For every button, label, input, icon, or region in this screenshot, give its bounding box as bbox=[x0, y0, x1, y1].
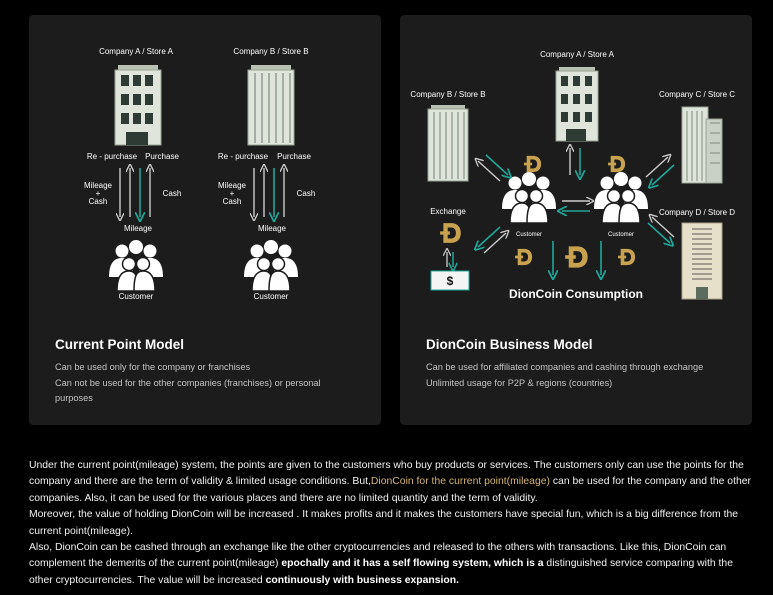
store-b-label: Company B / Store B bbox=[410, 90, 486, 99]
store-c-building-icon bbox=[682, 107, 722, 183]
dioncoin-business-model-diagram bbox=[400, 15, 752, 315]
dioncoin-icon bbox=[618, 249, 635, 265]
customer-group-icon bbox=[502, 172, 556, 223]
customer-group-icon bbox=[109, 240, 163, 291]
description-line: Unlimited usage for P2P & regions (countries) bbox=[426, 377, 613, 388]
store-c-label: Company C / Store C bbox=[658, 90, 736, 99]
mileage-label-b: Mileage bbox=[257, 224, 287, 233]
mileage-cash-label-b3: Cash bbox=[222, 197, 242, 206]
store-a-label: Company A / Store A bbox=[540, 50, 614, 59]
mileage-cash-label-a3: Cash bbox=[88, 197, 108, 206]
mileage-cash-label-a1: Mileage bbox=[83, 181, 113, 190]
arrow-exchange-white bbox=[484, 233, 506, 253]
purchase-label-b: Purchase bbox=[277, 152, 311, 161]
store-a-building-icon bbox=[115, 65, 161, 145]
article-body bbox=[29, 458, 757, 589]
customer-label-a: Customer bbox=[118, 292, 154, 301]
dioncoin-icon bbox=[515, 249, 532, 265]
customer-label-1: Customer bbox=[515, 232, 543, 238]
dioncoin-icon bbox=[440, 223, 461, 243]
current-point-model-description bbox=[55, 360, 355, 407]
dioncoin-consumption-label: DionCoin Consumption bbox=[509, 287, 643, 301]
dioncoin-business-model-title: DionCoin Business Model bbox=[426, 337, 593, 352]
description-line: Can be used for affiliated companies and cashing through exchange bbox=[426, 362, 704, 372]
customer-group-icon bbox=[594, 172, 648, 223]
repurchase-label-a: Re - purchase bbox=[86, 152, 138, 161]
store-a-label: Company A / Store A bbox=[99, 47, 173, 56]
cash-label-a: Cash bbox=[162, 189, 182, 198]
cash-label-b: Cash bbox=[296, 189, 316, 198]
article-paragraph-1: Under the current point(mileage) system, the points are given to the customers who buy products or services. The customers only can use the points for the company and there are the term of validity & limited usage conditions. But,DionCoin for the current point(mileage) can be used for the company and the other companies. Also, it can be used for the various places and there are no limited quantity and the term of validity. bbox=[29, 460, 751, 504]
description-line: Can be used only for the company or franchises bbox=[55, 362, 251, 372]
customer-label-b: Customer bbox=[253, 292, 289, 301]
customer-group-icon bbox=[244, 240, 298, 291]
dioncoin-icon bbox=[524, 156, 541, 172]
dioncoin-icon bbox=[565, 246, 587, 267]
arrow-store-d-white bbox=[652, 217, 674, 237]
current-point-model-card bbox=[29, 15, 381, 425]
store-d-label: Company D / Store D bbox=[658, 208, 736, 217]
mileage-cash-label-b1: Mileage bbox=[217, 181, 247, 190]
article-paragraph-2: Moreover, the value of holding DionCoin will be increased . It makes profits and it makes the customers have special fun, which is a big difference from the current point(mileage). bbox=[29, 509, 739, 537]
arrow-exchange-teal bbox=[478, 227, 500, 247]
bold-text: epochally and it has a self flowing system, which is a bbox=[281, 558, 544, 570]
store-d-building-icon bbox=[682, 223, 722, 299]
arrow-store-d-teal bbox=[648, 223, 670, 243]
mileage-cash-label-a2: + bbox=[95, 189, 101, 198]
highlight-text: DionCoin for the current point(mileage) bbox=[370, 476, 550, 488]
store-b-label: Company B / Store B bbox=[233, 47, 309, 56]
article-paragraph-3: Also, DionCoin can be cashed through an exchange like the other cryptocurrencies and released to the others with transactions. Like this, DionCoin can complement the demerits of the current point(mileage) epochally and it has a self flowing system, which is a distinguished service comparing with the other cryptocurrencies. The value will be increased continuously with business expansion. bbox=[29, 542, 733, 586]
customer-label-2: Customer bbox=[607, 232, 635, 238]
store-a-building-icon bbox=[556, 67, 598, 141]
dioncoin-business-model-description bbox=[426, 360, 726, 391]
current-point-model-diagram bbox=[29, 15, 381, 315]
cash-bill-icon bbox=[431, 271, 469, 290]
dioncoin-business-model-card bbox=[400, 15, 752, 425]
dollar-sign: $ bbox=[446, 274, 454, 288]
description-line: Can not be used for the other companies (franchises) or personal bbox=[55, 377, 321, 388]
bold-text: continuously with business expansion. bbox=[265, 574, 460, 586]
store-b-building-icon bbox=[248, 65, 294, 145]
description-line: purposes bbox=[55, 393, 93, 403]
repurchase-label-b: Re - purchase bbox=[217, 152, 269, 161]
store-b-building-icon bbox=[428, 105, 468, 181]
purchase-label-a: Purchase bbox=[145, 152, 179, 161]
current-point-model-title: Current Point Model bbox=[55, 337, 184, 352]
dioncoin-icon bbox=[608, 156, 625, 172]
mileage-cash-label-b2: + bbox=[229, 189, 235, 198]
mileage-label-a: Mileage bbox=[123, 224, 153, 233]
exchange-label: Exchange bbox=[430, 207, 466, 216]
